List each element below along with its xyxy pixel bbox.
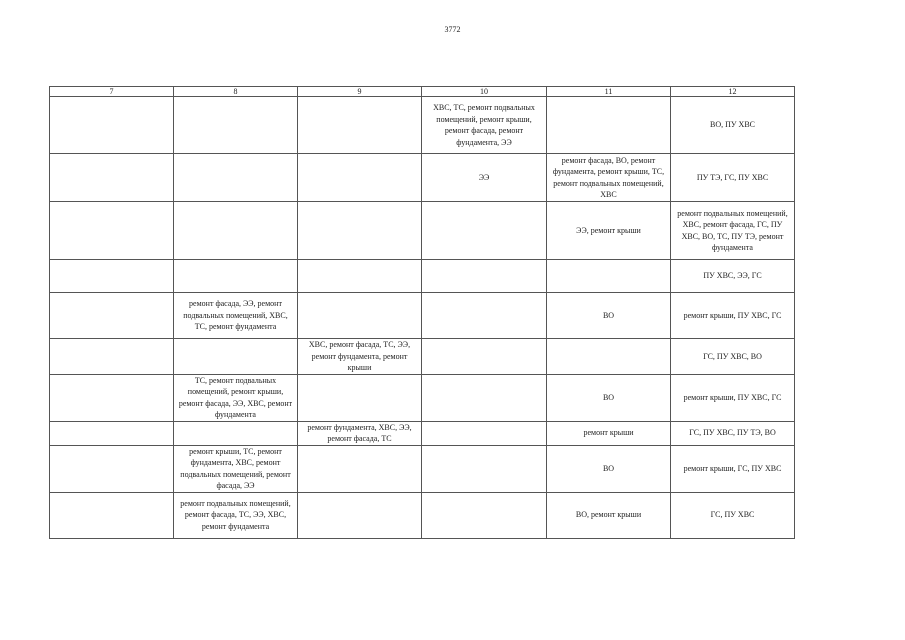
table-cell bbox=[174, 339, 298, 375]
table-cell bbox=[174, 421, 298, 445]
table-cell: ВО bbox=[547, 374, 671, 421]
table-cell bbox=[50, 260, 174, 293]
table-cell: ремонт крыши bbox=[547, 421, 671, 445]
table-row bbox=[50, 492, 795, 538]
table-cell bbox=[50, 293, 174, 339]
table-cell bbox=[422, 421, 547, 445]
table-cell bbox=[547, 97, 671, 154]
table-cell bbox=[422, 293, 547, 339]
table-cell: ремонт подвальных помещений, ХВС, ремонт фасада, ГС, ПУ ХВС, ВО, ТС, ПУ ТЭ, ремонт фундамента bbox=[671, 202, 795, 260]
table-cell: ремонт подвальных помещений, ремонт фасада, ТС, ЭЭ, ХВС, ремонт фундамента bbox=[174, 492, 298, 538]
table-cell bbox=[50, 374, 174, 421]
header-row bbox=[50, 87, 795, 97]
page-number: 3772 bbox=[444, 25, 461, 34]
table-cell: ЭЭ, ремонт крыши bbox=[547, 202, 671, 260]
table-cell bbox=[547, 339, 671, 375]
table-cell: ВО, ПУ ХВС bbox=[671, 97, 795, 154]
table-cell: ВО, ремонт крыши bbox=[547, 492, 671, 538]
table-cell: ремонт фундамента, ХВС, ЭЭ, ремонт фасада, ТС bbox=[298, 421, 422, 445]
table-cell bbox=[174, 202, 298, 260]
table-cell bbox=[50, 421, 174, 445]
column-header: 8 bbox=[174, 87, 298, 97]
table-cell bbox=[298, 492, 422, 538]
table-cell bbox=[50, 339, 174, 375]
table-row bbox=[50, 202, 795, 260]
table-cell bbox=[298, 97, 422, 154]
table-cell: ремонт фасада, ВО, ремонт фундамента, ремонт крыши, ТС, ремонт подвальных помещений, ХВС bbox=[547, 154, 671, 202]
table-cell bbox=[50, 97, 174, 154]
table-cell bbox=[298, 374, 422, 421]
table-row bbox=[50, 154, 795, 202]
table-row bbox=[50, 374, 795, 421]
table-cell bbox=[298, 154, 422, 202]
table-cell bbox=[547, 260, 671, 293]
column-header: 12 bbox=[671, 87, 795, 97]
table-cell: ГС, ПУ ХВС, ПУ ТЭ, ВО bbox=[671, 421, 795, 445]
table-cell: ремонт крыши, ТС, ремонт фундамента, ХВС, ремонт подвальных помещений, ремонт фасада, ЭЭ bbox=[174, 445, 298, 492]
table-cell bbox=[422, 202, 547, 260]
table-cell: ХВС, ТС, ремонт подвальных помещений, ремонт крыши, ремонт фасада, ремонт фундамента, ЭЭ bbox=[422, 97, 547, 154]
table-cell bbox=[422, 445, 547, 492]
table-cell bbox=[50, 202, 174, 260]
table-cell: ПУ ХВС, ЭЭ, ГС bbox=[671, 260, 795, 293]
table-cell: ЭЭ bbox=[422, 154, 547, 202]
table-cell: ремонт фасада, ЭЭ, ремонт подвальных помещений, ХВС, ТС, ремонт фундамента bbox=[174, 293, 298, 339]
table-cell bbox=[298, 445, 422, 492]
table-cell bbox=[422, 339, 547, 375]
table-cell: ВО bbox=[547, 445, 671, 492]
table-row bbox=[50, 445, 795, 492]
column-header: 10 bbox=[422, 87, 547, 97]
table-row bbox=[50, 260, 795, 293]
table-cell bbox=[50, 445, 174, 492]
table-cell bbox=[298, 260, 422, 293]
table-cell: ГС, ПУ ХВС, ВО bbox=[671, 339, 795, 375]
table-cell: ремонт крыши, ПУ ХВС, ГС bbox=[671, 293, 795, 339]
table-cell: ГС, ПУ ХВС bbox=[671, 492, 795, 538]
table-cell bbox=[174, 260, 298, 293]
table-row bbox=[50, 293, 795, 339]
table-cell: ТС, ремонт подвальных помещений, ремонт крыши, ремонт фасада, ЭЭ, ХВС, ремонт фундамента bbox=[174, 374, 298, 421]
table-cell bbox=[298, 202, 422, 260]
table-cell: ВО bbox=[547, 293, 671, 339]
table-cell bbox=[174, 154, 298, 202]
table-cell: ремонт крыши, ГС, ПУ ХВС bbox=[671, 445, 795, 492]
table-cell bbox=[298, 293, 422, 339]
column-header: 7 bbox=[50, 87, 174, 97]
table-cell bbox=[174, 97, 298, 154]
table-row bbox=[50, 339, 795, 375]
column-header: 11 bbox=[547, 87, 671, 97]
table-cell bbox=[422, 492, 547, 538]
table-cell: ХВС, ремонт фасада, ТС, ЭЭ, ремонт фундамента, ремонт крыши bbox=[298, 339, 422, 375]
table-cell bbox=[50, 154, 174, 202]
table-cell bbox=[422, 260, 547, 293]
column-header: 9 bbox=[298, 87, 422, 97]
table-cell bbox=[422, 374, 547, 421]
table-cell: ПУ ТЭ, ГС, ПУ ХВС bbox=[671, 154, 795, 202]
table-cell: ремонт крыши, ПУ ХВС, ГС bbox=[671, 374, 795, 421]
document-table bbox=[49, 86, 795, 539]
table-cell bbox=[50, 492, 174, 538]
table-row bbox=[50, 421, 795, 445]
table-row bbox=[50, 97, 795, 154]
